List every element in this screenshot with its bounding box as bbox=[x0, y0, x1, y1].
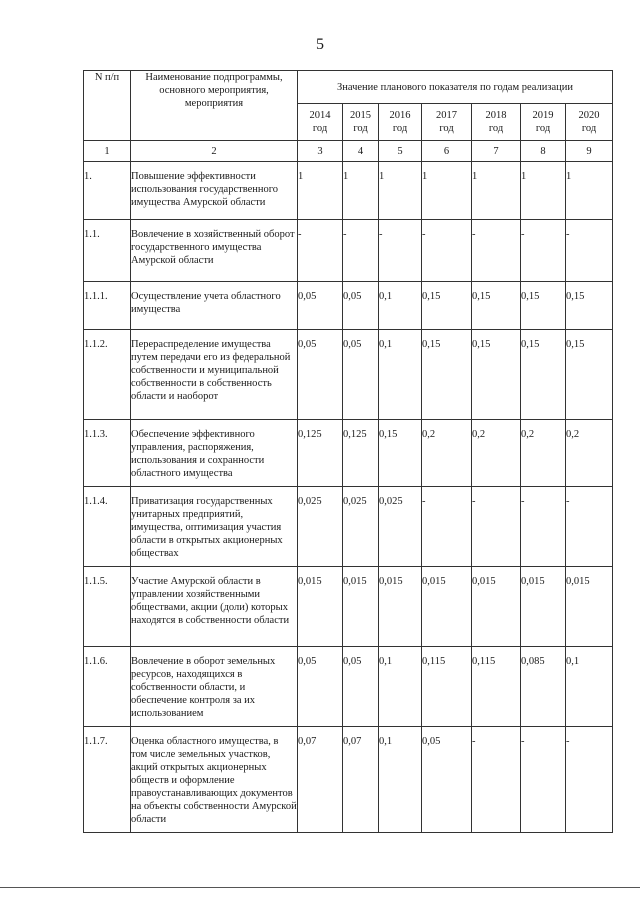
column-index: 2 bbox=[131, 141, 298, 162]
row-value: 0,125 bbox=[298, 420, 343, 487]
header-year bbox=[379, 104, 422, 141]
row-value: - bbox=[521, 220, 566, 282]
row-value: 0,05 bbox=[343, 647, 379, 727]
row-value: 0,015 bbox=[343, 567, 379, 647]
row-value: 0,2 bbox=[422, 420, 472, 487]
row-value: - bbox=[298, 220, 343, 282]
row-value: 0,05 bbox=[298, 282, 343, 330]
row-value: 0,115 bbox=[422, 647, 472, 727]
row-value: 0,05 bbox=[298, 647, 343, 727]
column-index: 6 bbox=[422, 141, 472, 162]
table-row bbox=[84, 727, 613, 833]
row-name: Оценка областного имущества, в том числе земельных участков, акций открытых акционерных обществ и оформление правоустанавливающих документов на объекты собственности Амурской области bbox=[131, 727, 298, 833]
row-value: 0,115 bbox=[472, 647, 521, 727]
header-year bbox=[343, 104, 379, 141]
row-value: 0,15 bbox=[472, 330, 521, 420]
row-value: - bbox=[422, 220, 472, 282]
row-value: - bbox=[379, 220, 422, 282]
row-value: 0,07 bbox=[298, 727, 343, 833]
row-value: - bbox=[566, 487, 613, 567]
row-value: 1 bbox=[298, 162, 343, 220]
header-year bbox=[521, 104, 566, 141]
row-value: - bbox=[566, 220, 613, 282]
row-value: - bbox=[422, 487, 472, 567]
row-value: 1 bbox=[379, 162, 422, 220]
row-value: 1 bbox=[566, 162, 613, 220]
row-value: 0,025 bbox=[379, 487, 422, 567]
row-value: 0,15 bbox=[422, 330, 472, 420]
row-name: Обеспечение эффективного управления, распоряжения, использования и сохранности областного имущества bbox=[131, 420, 298, 487]
header-year-value: 2015 bbox=[350, 110, 371, 121]
row-name: Вовлечение в оборот земельных ресурсов, находящихся в собственности области, и обеспечение контроля за их использованием bbox=[131, 647, 298, 727]
table-row bbox=[84, 282, 613, 330]
header-year-value: 2020 bbox=[578, 110, 600, 121]
header-year bbox=[566, 104, 613, 141]
header-year-value: 2016 bbox=[389, 110, 411, 121]
row-value: - bbox=[343, 220, 379, 282]
header-year-unit: год bbox=[353, 123, 368, 134]
header-year bbox=[298, 104, 343, 141]
row-value: 0,05 bbox=[298, 330, 343, 420]
row-value: 0,05 bbox=[343, 282, 379, 330]
header-name: Наименование подпрограммы, основного мероприятия, мероприятия bbox=[131, 71, 298, 141]
row-number: 1.1.7. bbox=[84, 727, 131, 833]
row-value: 0,07 bbox=[343, 727, 379, 833]
header-year-value: 2019 bbox=[532, 110, 554, 121]
row-value: - bbox=[472, 487, 521, 567]
row-value: - bbox=[521, 727, 566, 833]
header-year-value: 2018 bbox=[485, 110, 507, 121]
row-number: 1.1.4. bbox=[84, 487, 131, 567]
header-plan-values: Значение планового показателя по годам реализации bbox=[298, 71, 613, 104]
header-year-unit: год bbox=[312, 123, 328, 134]
plan-indicators-table bbox=[83, 70, 613, 833]
row-value: 0,15 bbox=[422, 282, 472, 330]
row-value: 0,15 bbox=[521, 282, 566, 330]
row-name: Приватизация государственных унитарных предприятий, имущества, оптимизация участия области в открытых акционерных обществах bbox=[131, 487, 298, 567]
header-year-value: 2017 bbox=[436, 110, 457, 121]
row-value: 0,1 bbox=[379, 330, 422, 420]
row-value: 0,15 bbox=[472, 282, 521, 330]
table-row bbox=[84, 420, 613, 487]
header-year-value: 2014 bbox=[309, 110, 331, 121]
header-year-unit: год bbox=[439, 123, 454, 134]
column-index: 8 bbox=[521, 141, 566, 162]
row-value: 0,1 bbox=[566, 647, 613, 727]
column-index: 7 bbox=[472, 141, 521, 162]
row-value: - bbox=[521, 487, 566, 567]
row-value: 0,015 bbox=[379, 567, 422, 647]
row-value: 0,015 bbox=[298, 567, 343, 647]
row-value: 0,025 bbox=[343, 487, 379, 567]
row-value: 0,125 bbox=[343, 420, 379, 487]
row-number: 1. bbox=[84, 162, 131, 220]
row-value: 0,1 bbox=[379, 727, 422, 833]
row-name: Участие Амурской области в управлении хозяйственными обществами, акции (доли) которых находятся в собственности области bbox=[131, 567, 298, 647]
row-number: 1.1.3. bbox=[84, 420, 131, 487]
row-value: 0,015 bbox=[566, 567, 613, 647]
row-value: - bbox=[472, 220, 521, 282]
column-index: 4 bbox=[343, 141, 379, 162]
column-index: 9 bbox=[566, 141, 613, 162]
page-number: 5 bbox=[316, 36, 324, 53]
row-value: 1 bbox=[521, 162, 566, 220]
table-row bbox=[84, 220, 613, 282]
page-bottom-rule bbox=[0, 887, 640, 888]
row-number: 1.1.1. bbox=[84, 282, 131, 330]
row-value: 0,05 bbox=[422, 727, 472, 833]
row-value: 0,05 bbox=[343, 330, 379, 420]
column-index: 1 bbox=[84, 141, 131, 162]
row-number: 1.1.6. bbox=[84, 647, 131, 727]
row-value: 0,15 bbox=[566, 282, 613, 330]
row-value: 0,2 bbox=[521, 420, 566, 487]
row-value: 0,2 bbox=[566, 420, 613, 487]
table-row bbox=[84, 647, 613, 727]
row-number: 1.1.5. bbox=[84, 567, 131, 647]
row-number: 1.1.2. bbox=[84, 330, 131, 420]
row-value: 0,1 bbox=[379, 647, 422, 727]
row-value: - bbox=[566, 727, 613, 833]
table-row bbox=[84, 567, 613, 647]
header-year-unit: год bbox=[581, 123, 597, 134]
row-value: 1 bbox=[472, 162, 521, 220]
row-value: 0,025 bbox=[298, 487, 343, 567]
row-value: 0,15 bbox=[566, 330, 613, 420]
row-name: Осуществление учета областного имущества bbox=[131, 282, 298, 330]
header-year-unit: год bbox=[488, 123, 504, 134]
row-value: 1 bbox=[422, 162, 472, 220]
row-value: 0,15 bbox=[379, 420, 422, 487]
row-value: 0,15 bbox=[521, 330, 566, 420]
row-value: 0,015 bbox=[422, 567, 472, 647]
row-name: Повышение эффективности использования государственного имущества Амурской области bbox=[131, 162, 298, 220]
row-value: 0,085 bbox=[521, 647, 566, 727]
table-row bbox=[84, 162, 613, 220]
table-row bbox=[84, 487, 613, 567]
row-name: Перераспределение имущества путем передачи его из федеральной собственности и муниципальной собственности в собственность области и наоборот bbox=[131, 330, 298, 420]
row-value: 0,015 bbox=[472, 567, 521, 647]
row-value: 0,1 bbox=[379, 282, 422, 330]
row-value: 1 bbox=[343, 162, 379, 220]
header-year bbox=[422, 104, 472, 141]
row-value: - bbox=[472, 727, 521, 833]
header-year bbox=[472, 104, 521, 141]
row-name: Вовлечение в хозяйственный оборот государственного имущества Амурской области bbox=[131, 220, 298, 282]
header-year-unit: год bbox=[535, 123, 551, 134]
row-number: 1.1. bbox=[84, 220, 131, 282]
header-year-unit: год bbox=[392, 123, 408, 134]
header-number: N п/п bbox=[84, 71, 131, 141]
column-index: 3 bbox=[298, 141, 343, 162]
row-value: 0,015 bbox=[521, 567, 566, 647]
row-value: 0,2 bbox=[472, 420, 521, 487]
table-row bbox=[84, 330, 613, 420]
column-index: 5 bbox=[379, 141, 422, 162]
